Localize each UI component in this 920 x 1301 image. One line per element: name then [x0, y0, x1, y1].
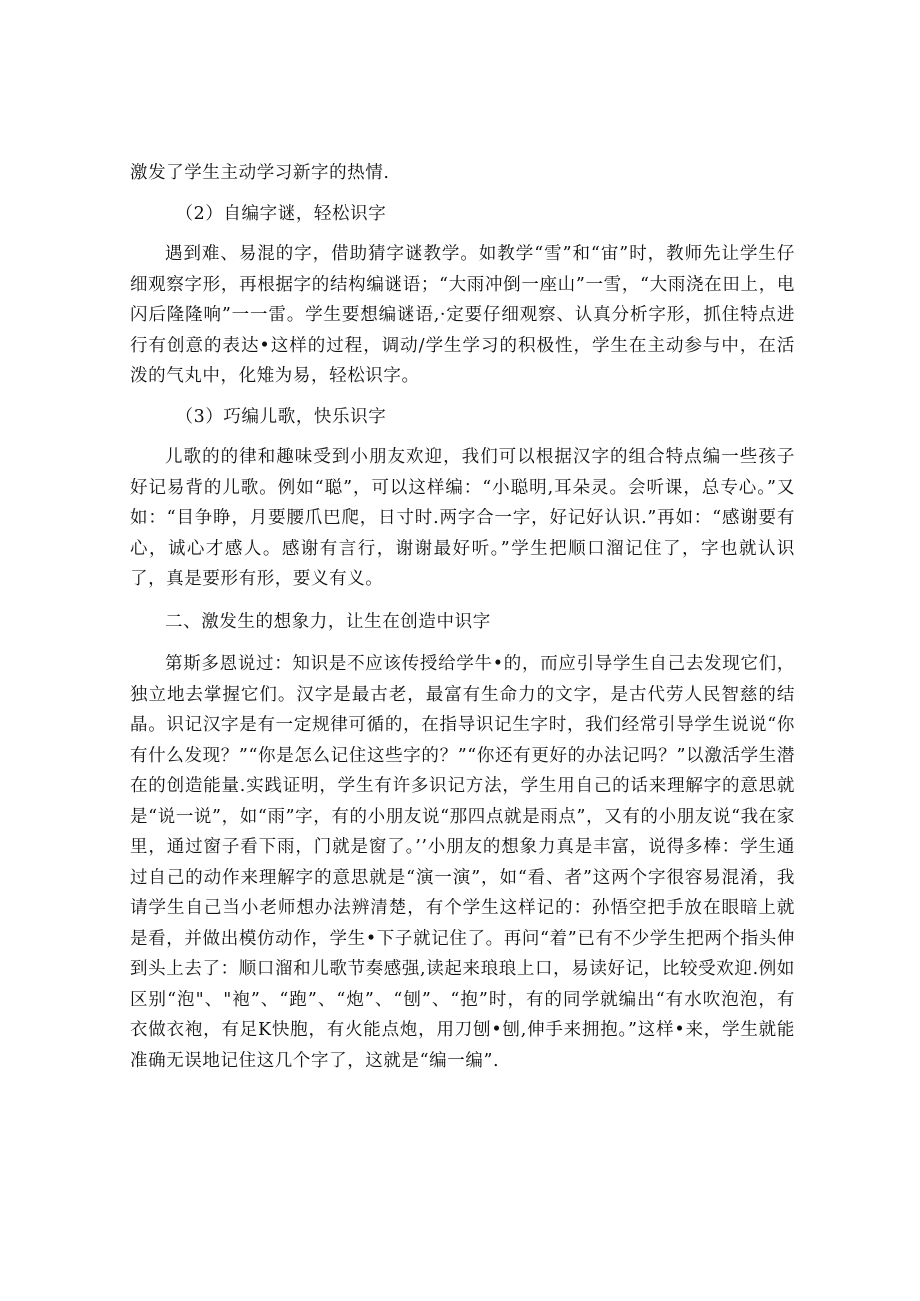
- paragraph-continued: 激发了学生主动学习新字的热情.: [130, 163, 390, 183]
- paragraph-riddles: 遇到难、易混的字，借助猜字谜教学。如教学“雪”和“宙”时，教师先让学生仔细观察字形，再根据字的结构编谜语；“大雨冲倒一座山”一雪，“大雨浇在田上，电闪后隆隆响”一一雷。学生要想编谜语,·定要仔细观察、认真分析字形，抓住特点进行有创意的表达•这样的过程，调动/学生学习的积极性，学生在主动参与中，在活泼的气丸中，化雉为易，轻松识字。: [130, 244, 795, 386]
- section-heading-imagination: 二、激发生的想象力，让生在创造中识字: [165, 611, 491, 632]
- paragraph-imagination: 第斯多恩说过：知识是不应该传授给学牛•的，而应引导学生自己去发现它们，独立地去掌握它们。汉字是最古老，最富有生命力的文字，是古代劳人民智慈的结晶。识记汉字是有一定规律可循的，在指导识记生字时，我们经常引导学生说说“你有什么发现？”“你是怎么记住这些字的？”“你还有更好的办法记吗？”以激活学生潜在的创造能量.实践证明，学生有许多识记方法，学生用自己的话来理解字的意思就是“说一说”，如“雨”字，有的小朋友说“那四点就是雨点”，又有的小朋友说“我在家里，通过窗子看下雨，门就是窗了。’’小朋友的想象力真是丰富，说得多棒：学生通过自己的动作来理解字的意思就是“演一演”，如“看、者”这两个字很容易混淆，我请学生自己当小老师想办法辨清楚，有个学生这样记的：孙悟空把手放在眼暗上就是看，并做出模仿动作，学生•下子就记住了。再问“着”已有不少学生把两个指头伸到头上去了：顺口溜和儿歌节奏感强,读起来琅琅上口，易读好记，比较受欢迎.例如区别“泡"、"袍”、“跑”、“炮”、“刨”、“抱”时，有的同学就编出“有水吹泡泡，有衣做衣袍，有足K快胞，有火能点炮，用刀刨•刨,伸手来拥抱。”这样•来，学生就能准确无误地记住这几个字了，这就是“编一编”.: [130, 654, 795, 1071]
- paragraph-rhymes: 儿歌的的律和趣味受到小朋友欢迎，我们可以根据汉字的组合特点编一些孩子好记易背的儿歌。例如“聪”，可以这样编：“小聪明,耳朵灵。会听课，总专心。”又如：“目争睁，月要腰爪巴爬，日寸时.两字合一字，好记好认识.”再如：“感谢要有心，诚心才感人。感谢有言行，谢谢最好听。”学生把顺口溜记住了，字也就认识了，真是要形有形，要义有义。: [130, 447, 795, 589]
- document-body: [130, 158, 795, 1076]
- subheading-riddles: （2）自编字谜，轻松识字: [175, 203, 387, 224]
- subheading-rhymes: （3）巧编儿歌，快乐识字: [175, 406, 387, 427]
